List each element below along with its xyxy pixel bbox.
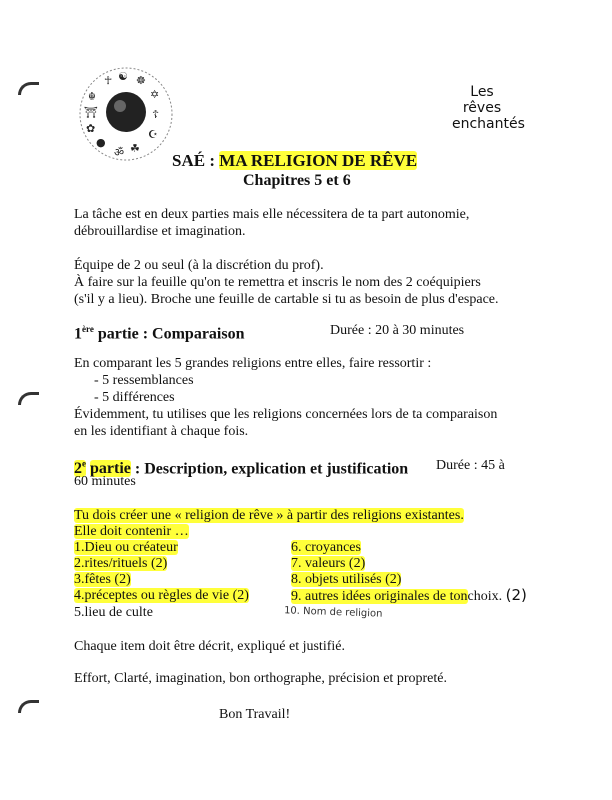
closing-text: Bon Travail! [219, 707, 291, 722]
svg-text:☪: ☪ [148, 128, 158, 141]
part1-heading: 1ère partie : Comparaison [74, 324, 245, 343]
item-left: 4.préceptes ou règles de vie (2) [74, 588, 249, 603]
part1-bullet: - 5 différences [94, 390, 175, 405]
svg-text:✡: ✡ [150, 88, 160, 101]
item-right: 9. autres idées originales de ton [291, 589, 468, 604]
svg-text:⛩: ⛩ [84, 106, 98, 119]
svg-text:ॐ: ॐ [114, 146, 125, 159]
item-left: 5.lieu de culte [74, 605, 153, 620]
team-text: (s'il y a lieu). Broche une feuille de cartable si tu as besoin de plus d'espace. [74, 292, 499, 307]
punch-hole-mark [18, 82, 39, 95]
svg-text:☯: ☯ [118, 70, 128, 83]
page-title: SAÉ : MA RELIGION DE RÊVE [172, 151, 418, 170]
logo-les-reves-enchantes: Les rêves enchantés [452, 84, 525, 132]
item-left: 3.fêtes (2) [74, 572, 131, 587]
item9-rest: choix. [467, 589, 503, 604]
page-subtitle: Chapitres 5 et 6 [243, 172, 351, 189]
handwritten-2: (2) [505, 586, 527, 604]
item-right: 6. croyances [291, 540, 361, 555]
part2-text: Tu dois créer une « religion de rêve » à partir des religions existantes. [74, 508, 464, 523]
part1-text: en les identifiant à chaque fois. [74, 424, 249, 439]
svg-text:☬: ☬ [88, 90, 96, 103]
footer-text: Chaque item doit être décrit, expliqué et justifié. [74, 639, 345, 654]
svg-text:✿: ✿ [86, 122, 96, 135]
punch-hole-mark [18, 392, 39, 405]
item-right: 8. objets utilisés (2) [291, 572, 402, 587]
footer-text: Effort, Clarté, imagination, bon orthographe, précision et propreté. [74, 671, 447, 686]
part2-text: Elle doit contenir … [74, 524, 189, 539]
handwritten-note: 10. Nom de religion [283, 605, 383, 620]
part1-bullet: - 5 ressemblances [94, 373, 194, 388]
item-right: 7. valeurs (2) [291, 556, 366, 571]
svg-text:☸: ☸ [136, 74, 146, 87]
item-left: 1.Dieu ou créateur [74, 540, 178, 555]
intro-text: débrouillardise et imagination. [74, 224, 246, 239]
svg-text:☘: ☘ [130, 142, 140, 155]
svg-text:☦: ☦ [152, 108, 160, 121]
svg-text:●: ● [96, 136, 106, 149]
part1-text: En comparant les 5 grandes religions entre elles, faire ressortir : [74, 356, 432, 371]
punch-hole-mark [18, 700, 39, 713]
part1-duration: Durée : 20 à 30 minutes [330, 323, 465, 338]
part2-heading: 2e partie : Description, explication et justification [74, 459, 409, 478]
part2-duration: Durée : 45 à [436, 458, 505, 473]
svg-text:☥: ☥ [104, 74, 113, 87]
intro-text: La tâche est en deux parties mais elle nécessitera de ta part autonomie, [74, 207, 470, 222]
team-text: À faire sur la feuille qu'on te remettra et inscris le nom des 2 coéquipiers [74, 275, 481, 290]
part2-duration-cont: 60 minutes [74, 474, 136, 489]
part1-text: Évidemment, tu utilises que les religions concernées lors de ta comparaison [74, 407, 498, 422]
item-left: 2.rites/rituels (2) [74, 556, 168, 571]
world-religions-logo [78, 66, 174, 162]
team-text: Équipe de 2 ou seul (à la discrétion du prof). [74, 258, 324, 273]
